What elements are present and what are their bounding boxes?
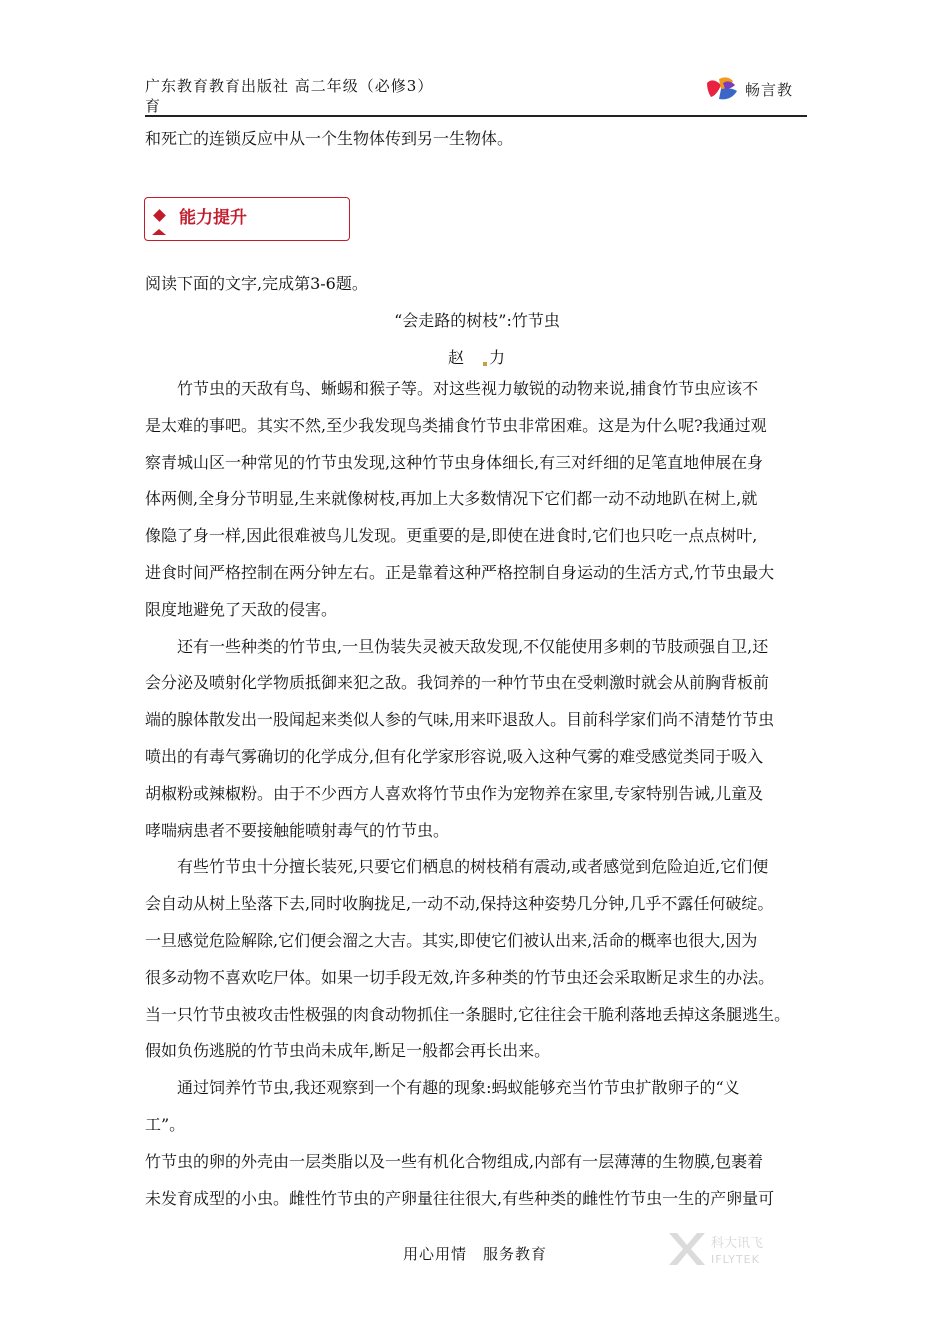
instruction bbox=[145, 266, 809, 303]
paragraph-line: 工”。 bbox=[145, 1114, 186, 1134]
highlight-dot bbox=[483, 362, 487, 366]
intro-text bbox=[145, 121, 809, 158]
header-title-line1: 广东教育教育出版社 高二年级（必修3） bbox=[145, 77, 434, 95]
paragraph-line: 有些竹节虫十分擅长装死,只要它们栖息的树枝稍有震动,或者感觉到危险迫近,它们便 bbox=[177, 857, 769, 877]
diamond-icon bbox=[153, 209, 166, 222]
article-title bbox=[145, 303, 809, 340]
paragraph-line: 察青城山区一种常见的竹节虫发现,这种竹节虫身体细长,有三对纤细的足笔直地伸展在身 bbox=[145, 452, 764, 472]
paragraph-line: 竹节虫的天敌有鸟、蜥蜴和猴子等。对这些视力敏锐的动物来说,捕食竹节虫应该不 bbox=[177, 379, 759, 398]
article-paragraph bbox=[145, 371, 809, 629]
article-paragraph bbox=[145, 629, 809, 850]
iflytek-logo-icon bbox=[665, 1227, 785, 1271]
article-body bbox=[145, 371, 809, 1217]
article-paragraph bbox=[145, 1144, 809, 1218]
paragraph-line: 还有一些种类的竹节虫,一旦伪装失灵被天敌发现,不仅能使用多刺的节肢顽强自卫,还 bbox=[177, 636, 769, 656]
instruction-text: 阅读下面的文字,完成第3-6题。 bbox=[145, 274, 368, 293]
paragraph-line: 竹节虫的卵的外壳由一层类脂以及一些有机化合物组成,内部有一层薄薄的生物膜,包裹着 bbox=[145, 1151, 764, 1171]
paragraph-line: 会分泌及喷射化学物质抵御来犯之敌。我饲养的一种竹节虫在受刺激时就会从前胸背板前 bbox=[145, 673, 770, 693]
article-paragraph bbox=[145, 1070, 809, 1144]
paragraph-line: 未发育成型的小虫。雌性竹节虫的产卵量往往很大,有些种类的雌性竹节虫一生的产卵量可 bbox=[145, 1188, 775, 1208]
triangle-icon bbox=[152, 229, 166, 235]
paragraph-line: 喷出的有毒气雾确切的化学成分,但有化学家形容说,吸入这种气雾的难受感觉类同于吸入 bbox=[145, 746, 764, 766]
paragraph-line: 限度地避免了天敌的侵害。 bbox=[145, 599, 338, 619]
svg-text:IFLYTEK: IFLYTEK bbox=[711, 1253, 760, 1266]
changyan-logo-icon bbox=[705, 75, 739, 103]
header-title-line2: 育 bbox=[145, 97, 162, 115]
paragraph-line: 是太难的事吧。其实不然,至少我发现鸟类捕食竹节虫非常困难。这是为什么呢?我通过观 bbox=[145, 415, 767, 435]
paragraph-line: 通过饲养竹节虫,我还观察到一个有趣的现象:蚂蚁能够充当竹节虫扩散卵子的“义 bbox=[177, 1078, 740, 1098]
article-title-text: “会走路的树枝”:竹节虫 bbox=[394, 311, 560, 330]
footer-slogan: 用心用情 服务教育 bbox=[402, 1245, 547, 1263]
brand-name: 畅言教 bbox=[744, 80, 793, 99]
brand bbox=[705, 74, 793, 104]
section-header-box bbox=[144, 197, 350, 241]
paragraph-line: 很多动物不喜欢吃尸体。如果一切手段无效,许多种类的竹节虫还会采取断足求生的办法。 bbox=[145, 967, 775, 987]
article-paragraph bbox=[145, 849, 809, 1070]
paragraph-line: 会自动从树上坠落下去,同时收胸拢足,一动不动,保持这种姿势几分钟,几乎不露任何破绽。 bbox=[145, 894, 774, 914]
header-title bbox=[145, 76, 465, 116]
paragraph-line: 像隐了身一样,因此很难被鸟儿发现。更重要的是,即使在进食时,它们也只吃一点点树叶, bbox=[145, 526, 758, 546]
paragraph-line: 假如负伤逃脱的竹节虫尚未成年,断足一般都会再长出来。 bbox=[145, 1041, 551, 1061]
author-surname: 赵 bbox=[448, 348, 465, 367]
paragraph-line: 一旦感觉危险解除,它们便会溜之大吉。其实,即使它们被认出来,活命的概率也很大,因为 bbox=[145, 930, 758, 950]
paragraph-line: 进食时间严格控制在两分钟左右。正是靠着这种严格控制自身运动的生活方式,竹节虫最大 bbox=[145, 562, 775, 582]
paragraph-line: 哮喘病患者不要接触能喷射毒气的竹节虫。 bbox=[145, 820, 450, 840]
paragraph-line: 当一只竹节虫被攻击性极强的肉食动物抓住一条腿时,它往往会干脆利落地丢掉这条腿逃生。 bbox=[145, 1004, 791, 1024]
svg-text:科大讯飞: 科大讯飞 bbox=[711, 1236, 764, 1251]
paragraph-line: 端的腺体散发出一股闻起来类似人参的气味,用来吓退敌人。目前科学家们尚不清楚竹节虫 bbox=[145, 710, 775, 730]
header-divider bbox=[145, 115, 807, 117]
paragraph-line: 体两侧,全身分节明显,生来就像树枝,再加上大多数情况下它们都一动不动地趴在树上,就 bbox=[145, 489, 758, 509]
paragraph-line: 胡椒粉或辣椒粉。由于不少西方人喜欢将竹节虫作为宠物养在家里,专家特别告诫,儿童及 bbox=[145, 783, 764, 803]
author-given-name: 力 bbox=[489, 348, 506, 367]
page-footer bbox=[0, 1243, 950, 1264]
section-label: 能力提升 bbox=[179, 208, 247, 228]
page-header bbox=[145, 74, 807, 118]
intro-line: 和死亡的连锁反应中从一个生物体传到另一生物体。 bbox=[145, 129, 514, 148]
